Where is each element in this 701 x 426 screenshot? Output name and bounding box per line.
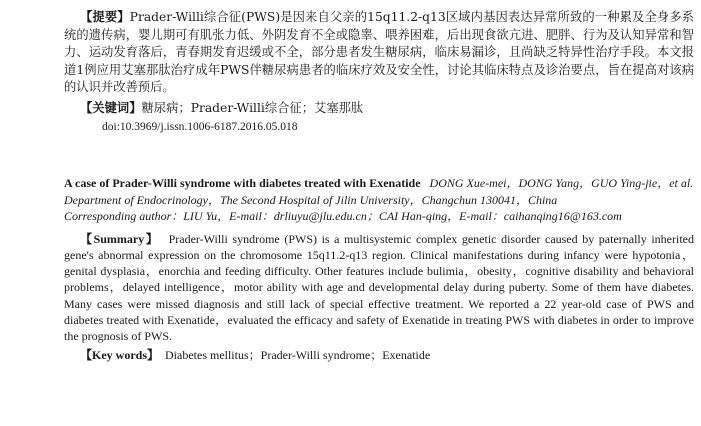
chinese-keywords-text: 糖尿病；Prader-Willi综合征；艾塞那肽	[141, 100, 364, 115]
chinese-abstract-label: 【提要】	[80, 9, 130, 24]
chinese-abstract	[64, 8, 694, 97]
english-keywords-label: 【Key words】	[80, 347, 159, 362]
english-summary-label: 【Summary】	[80, 231, 160, 246]
corresponding-author: Corresponding author：LIU Yu，E-mail：drliuyu@jlu.edu.cn；CAI Han-qing，E-mail：caihanqing16@163.com	[64, 209, 622, 223]
english-keywords	[80, 347, 694, 363]
english-title: A case of Prader-Willi syndrome with diabetes treated with Exenatide	[64, 176, 421, 190]
english-affiliation: Department of Endocrinology，The Second Hospital of Jilin University，Changchun 130041，China	[64, 192, 558, 207]
english-keywords-text: Diabetes mellitus；Prader-Willi syndrome；Exenatide	[165, 347, 431, 362]
chinese-keywords-label: 【关键词】	[80, 99, 142, 115]
chinese-abstract-text: Prader-Willi综合征(PWS)是因来自父亲的15q11.2-q13区域内基因表达异常所致的一种累及全身多系统的遗传病，婴儿期可有肌张力低、外阴发育不全或隐睾、喂养困难，后出现食欲亢进、肥胖、行为及认知异常和智力、运动发育落后，青春期发育迟缓或不全，部分患者发生糖尿病，临床易漏诊，且尚缺乏特异性治疗手段。本文报道1例应用艾塞那肽治疗成年PWS伴糖尿病患者的临床疗效及安全性，讨论其临床特点及诊治要点，旨在提高对该病的认识并改善预后。	[64, 10, 694, 94]
english-title-block	[64, 175, 694, 208]
english-authors: DONG Xue-mei，DONG Yang，GUO Ying-jie，et al.	[429, 176, 694, 190]
english-abstract-section	[64, 175, 694, 363]
doi: doi:10.3969/j.issn.1006-6187.2016.05.018	[102, 121, 298, 133]
chinese-abstract-section	[64, 8, 694, 135]
english-summary-text: Prader-Willi syndrome (PWS) is a multisystemic complex genetic disorder caused by paternally inherited gene's abnormal expression on the chromosome 15q11.2-q13 region. Clinical manifestations during infancy were hypotonia，genital dysplasia，enorchia and feeding difficulty. Other features include bulimia，obesity，cognitive disability and behavioral problems，delayed intelligence，motor ability with age and developmental delay during puberty. Some of them have diabetes. Many cases were missed diagnosis and still lack of special effective treatment. We reported a 22 year-old case of PWS and diabetes treated with Exenatide，evaluated the efficacy and safety of Exenatide in treating PWS with diabetes in order to improve the prognosis of PWS.	[64, 231, 694, 344]
english-summary	[64, 231, 694, 345]
chinese-keywords	[80, 99, 694, 118]
